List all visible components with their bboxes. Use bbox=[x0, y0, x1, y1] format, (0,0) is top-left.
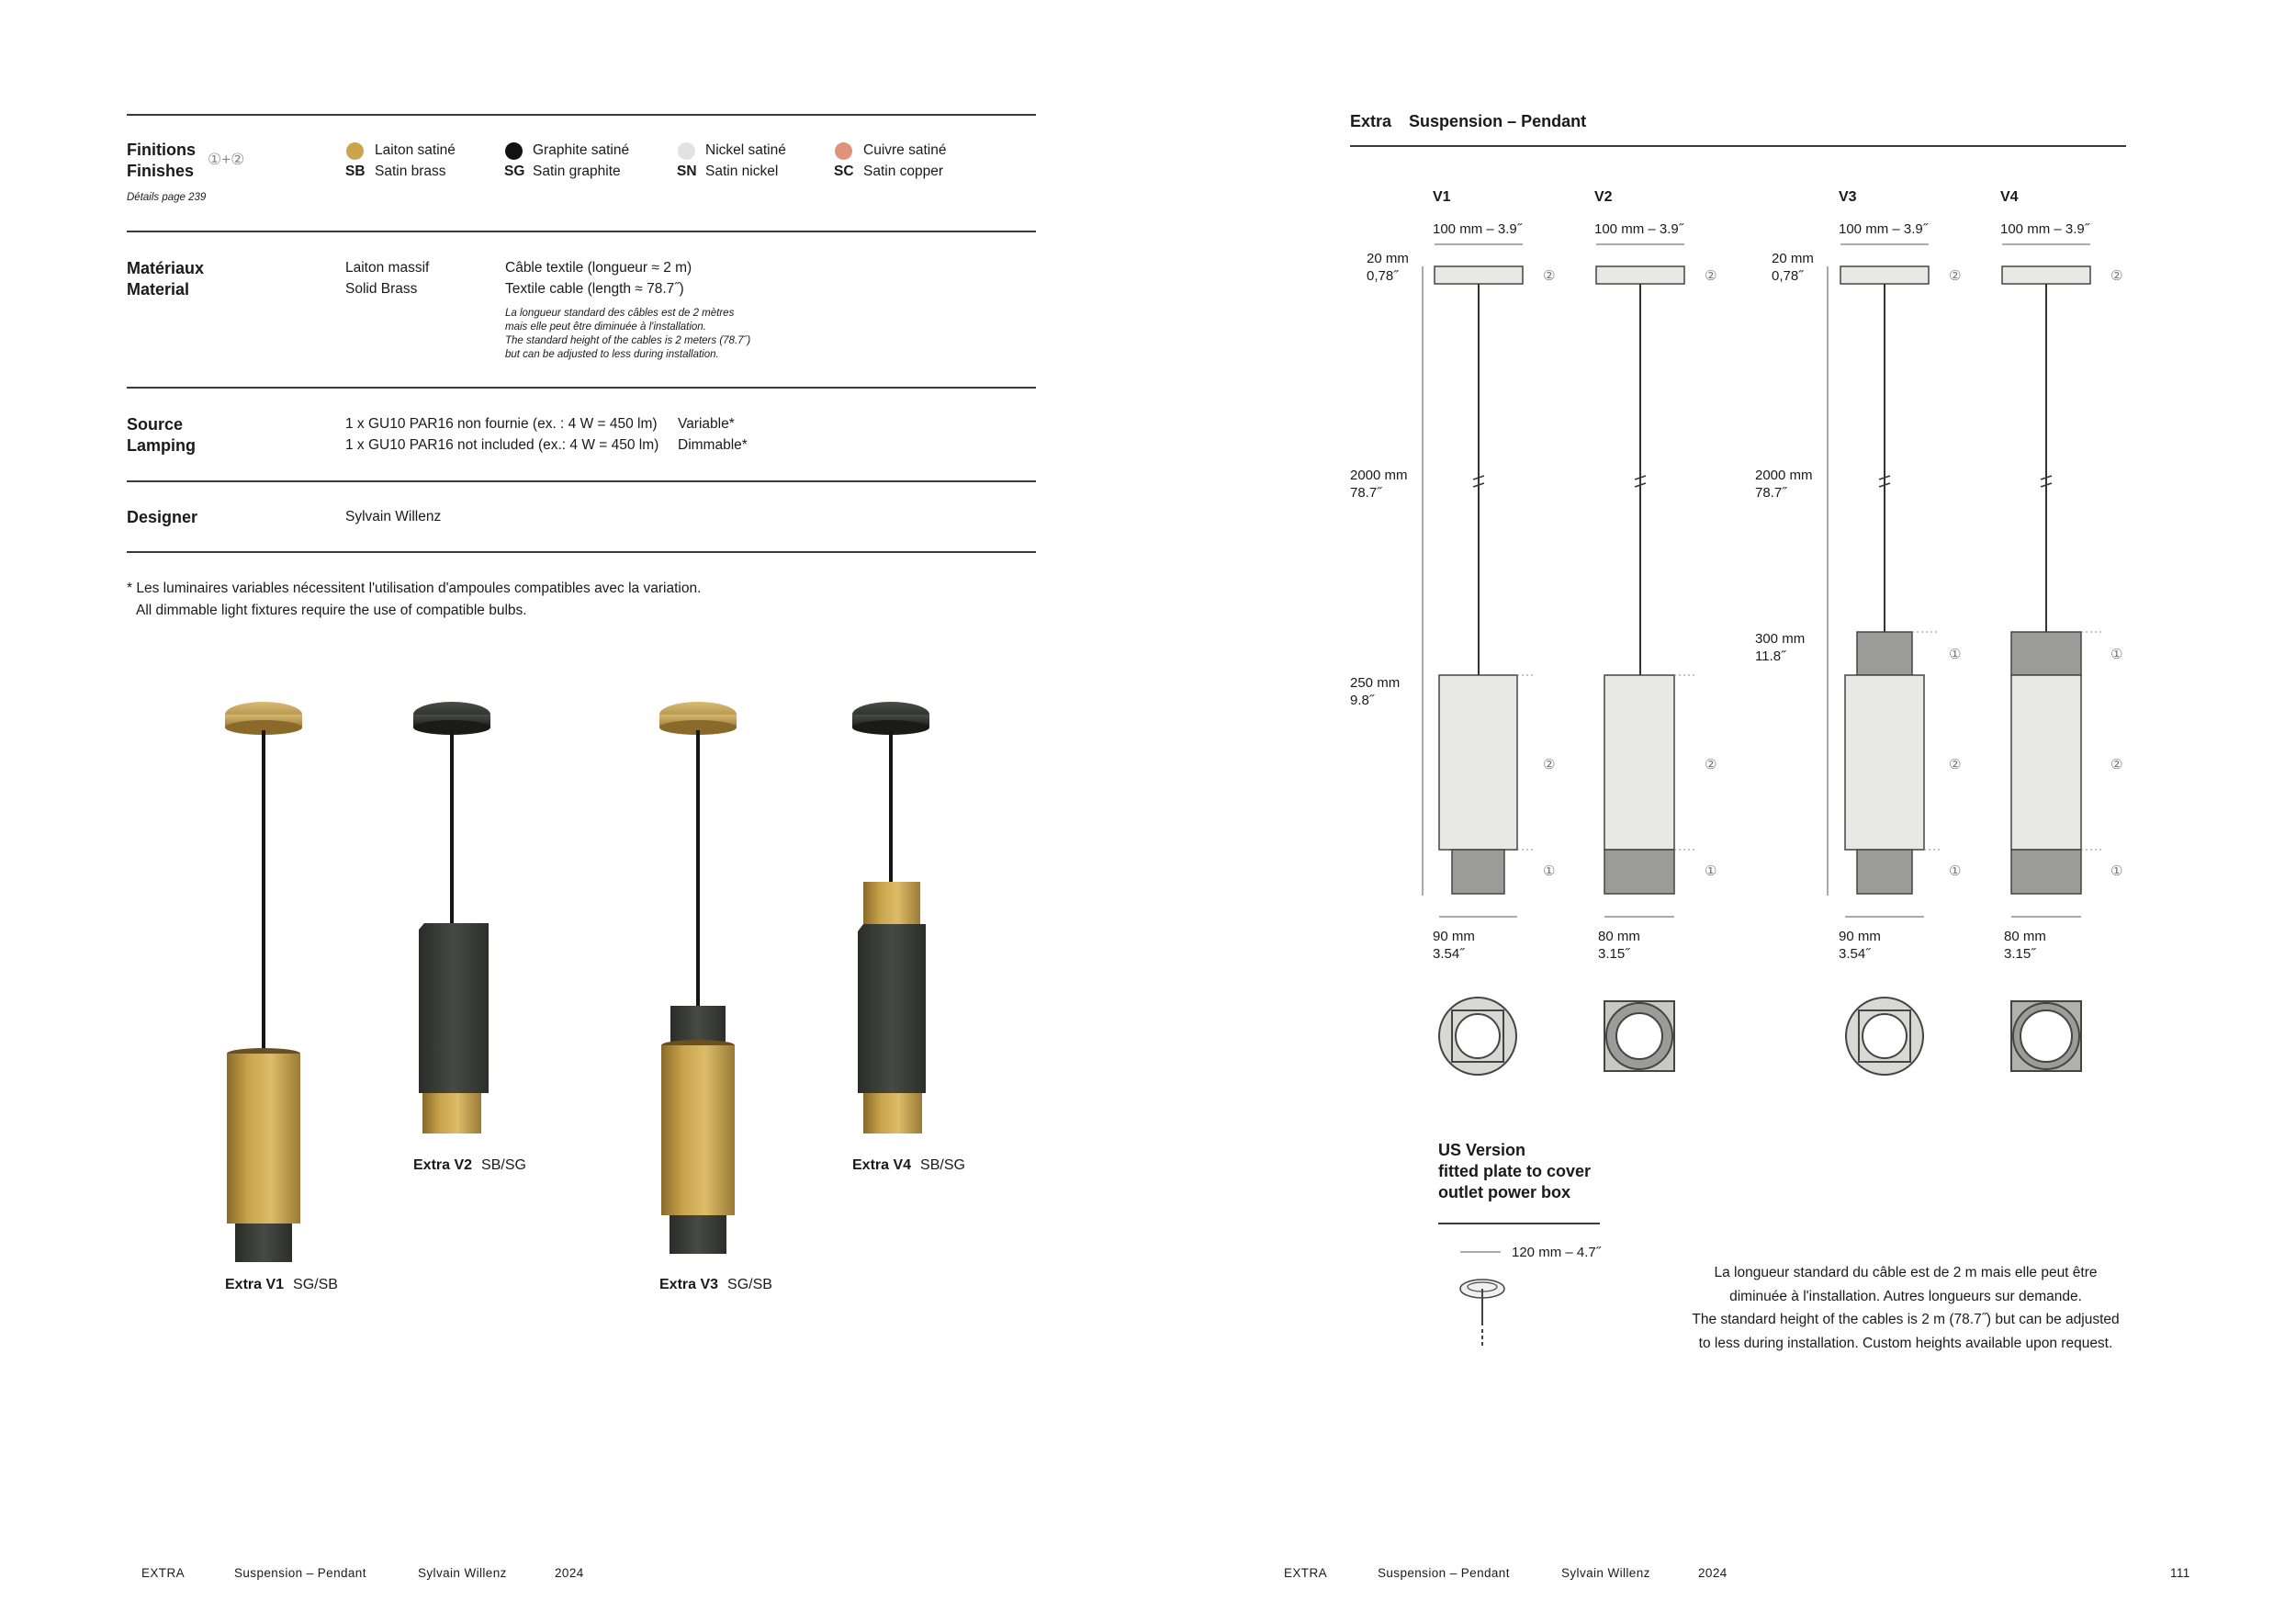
cable-note-l4: to less during installation. Custom heights available upon request. bbox=[1698, 1335, 2113, 1351]
marker-v3-body: ② bbox=[1949, 757, 1962, 773]
footer-left-designer: Sylvain Willenz bbox=[418, 1566, 507, 1580]
us-version-line1: US Version bbox=[1438, 1141, 1526, 1159]
canopy-h-in-left: 0,78˝ bbox=[1367, 268, 1399, 284]
diameter-mm-v4: 80 mm bbox=[2004, 929, 2046, 944]
caption-v4 bbox=[852, 1157, 965, 1174]
finish-code-4: SC bbox=[834, 164, 854, 179]
canopy-h-mm-right: 20 mm bbox=[1772, 251, 1814, 266]
footnote-fr: * Les luminaires variables nécessitent l'utilisation d'ampoules compatibles avec la variation. bbox=[127, 581, 702, 596]
diameter-in-v1: 3.54˝ bbox=[1433, 946, 1465, 962]
footer-right-brand: EXTRA bbox=[1284, 1566, 1328, 1580]
footer-right-type: Suspension – Pendant bbox=[1378, 1566, 1510, 1580]
footer-page-number: 111 bbox=[2170, 1566, 2190, 1580]
material-label-en: Material bbox=[127, 280, 190, 299]
material-note-2: mais elle peut être diminuée à l'installation. bbox=[505, 321, 706, 333]
source-var-en: Dimmable* bbox=[678, 437, 748, 453]
footer-right-designer: Sylvain Willenz bbox=[1561, 1566, 1650, 1580]
cable-note-l1: La longueur standard du câble est de 2 m mais elle peut être bbox=[1714, 1265, 2098, 1280]
canopy-width-v3: 100 mm – 3.9˝ bbox=[1839, 221, 1928, 237]
finishes-label-en: Finishes bbox=[127, 162, 195, 180]
us-plate-dim: 120 mm – 4.7˝ bbox=[1512, 1245, 1601, 1260]
top-in: 11.8˝ bbox=[1755, 648, 1786, 664]
finish-code-2: SG bbox=[504, 164, 525, 179]
render-extra-v4 bbox=[852, 702, 929, 1133]
material-cable-en: Textile cable (length ≈ 78.7˝) bbox=[505, 281, 684, 297]
marker-v4-body: ② bbox=[2110, 757, 2123, 773]
designer-label: Designer bbox=[127, 508, 198, 526]
finish-en-2: Satin graphite bbox=[533, 164, 621, 179]
drawing-label-v4: V4 bbox=[2000, 189, 2019, 205]
designer-name: Sylvain Willenz bbox=[345, 509, 442, 524]
marker-v4-top: ① bbox=[2110, 647, 2123, 662]
source-line-fr: 1 x GU10 PAR16 non fournie (ex. : 4 W = 450 lm) bbox=[345, 416, 658, 432]
marker-v2-bottom: ① bbox=[1705, 863, 1717, 879]
diameter-mm-v1: 90 mm bbox=[1433, 929, 1475, 944]
drawing-label-v1: V1 bbox=[1433, 189, 1451, 205]
canopy-h-mm-left: 20 mm bbox=[1367, 251, 1409, 266]
cable-note-l3: The standard height of the cables is 2 m (78.7˝) but can be adjusted bbox=[1692, 1312, 2120, 1327]
top-mm: 300 mm bbox=[1755, 631, 1806, 647]
cable-in-right: 78.7˝ bbox=[1755, 485, 1787, 501]
marker-v1-canopy: ② bbox=[1543, 268, 1556, 284]
us-version-line3: outlet power box bbox=[1438, 1183, 1570, 1201]
finishes-note: Détails page 239 bbox=[127, 192, 207, 203]
caption-v3 bbox=[659, 1277, 772, 1293]
source-label-en: Lamping bbox=[127, 436, 196, 455]
us-version-line2: fitted plate to cover bbox=[1438, 1162, 1592, 1180]
cable-mm-left: 2000 mm bbox=[1350, 468, 1408, 483]
caption-v3-name: Extra V3 bbox=[659, 1277, 719, 1292]
render-extra-v2 bbox=[413, 702, 490, 1133]
material-label-fr: Matériaux bbox=[127, 259, 205, 277]
marker-v4-canopy: ② bbox=[2110, 268, 2123, 284]
finish-code-3: SN bbox=[677, 164, 697, 179]
finish-fr-2: Graphite satiné bbox=[533, 142, 630, 158]
cable-note bbox=[1676, 1261, 2135, 1355]
cable-note-l2: diminuée à l'installation. Autres longueurs sur demande. bbox=[1729, 1288, 2082, 1304]
render-extra-v3 bbox=[659, 702, 737, 1254]
source-var-fr: Variable* bbox=[678, 416, 735, 432]
caption-v4-finish: SB/SG bbox=[920, 1157, 965, 1173]
marker-v3-bottom: ① bbox=[1949, 863, 1962, 879]
rule-us-version bbox=[1438, 1223, 1600, 1224]
diameter-in-v2: 3.15˝ bbox=[1598, 946, 1630, 962]
material-note-1: La longueur standard des câbles est de 2 mètres bbox=[505, 308, 735, 319]
material-cable-fr: Câble textile (longueur ≈ 2 m) bbox=[505, 260, 692, 276]
material-note-4: but can be adjusted to less during installation. bbox=[505, 349, 719, 360]
us-plate-drawing bbox=[1442, 1235, 1607, 1355]
material-body-en: Solid Brass bbox=[345, 281, 418, 297]
body-mm: 250 mm bbox=[1350, 675, 1401, 691]
material-note-3: The standard height of the cables is 2 meters (78.7˝) bbox=[505, 335, 751, 346]
caption-v2-finish: SB/SG bbox=[481, 1157, 526, 1173]
cable-in-left: 78.7˝ bbox=[1350, 485, 1382, 501]
drawing-label-v2: V2 bbox=[1594, 189, 1613, 205]
source-label-fr: Source bbox=[127, 415, 184, 434]
source-line-en: 1 x GU10 PAR16 not included (ex.: 4 W = 450 lm) bbox=[345, 437, 659, 453]
canopy-width-v2: 100 mm – 3.9˝ bbox=[1594, 221, 1683, 237]
diameter-mm-v3: 90 mm bbox=[1839, 929, 1881, 944]
diameter-mm-v2: 80 mm bbox=[1598, 929, 1640, 944]
right-header bbox=[1350, 112, 1586, 131]
canopy-h-in-right: 0,78˝ bbox=[1772, 268, 1804, 284]
right-header-title: Suspension – Pendant bbox=[1409, 112, 1587, 130]
finish-en-3: Satin nickel bbox=[705, 164, 779, 179]
marker-v4-bottom: ① bbox=[2110, 863, 2123, 879]
marker-v3-top: ① bbox=[1949, 647, 1962, 662]
caption-v1-finish: SG/SB bbox=[293, 1277, 338, 1292]
caption-v1 bbox=[225, 1277, 338, 1293]
footer-left-brand: EXTRA bbox=[141, 1566, 186, 1580]
finish-en-4: Satin copper bbox=[863, 164, 944, 179]
finish-fr-3: Nickel satiné bbox=[705, 142, 786, 158]
finish-fr-4: Cuivre satiné bbox=[863, 142, 947, 158]
caption-v2-name: Extra V2 bbox=[413, 1157, 473, 1173]
diameter-in-v3: 3.54˝ bbox=[1839, 946, 1871, 962]
footnote-en: All dimmable light fixtures require the use of compatible bulbs. bbox=[136, 603, 527, 618]
product-renders bbox=[0, 0, 1148, 1378]
marker-v3-canopy: ② bbox=[1949, 268, 1962, 284]
footer-left-type: Suspension – Pendant bbox=[234, 1566, 366, 1580]
render-extra-v1 bbox=[225, 702, 302, 1262]
caption-v1-name: Extra V1 bbox=[225, 1277, 285, 1292]
us-version bbox=[1438, 1140, 1591, 1203]
finish-code-1: SB bbox=[345, 164, 366, 179]
cable-mm-right: 2000 mm bbox=[1755, 468, 1813, 483]
diameter-in-v4: 3.15˝ bbox=[2004, 946, 2036, 962]
marker-v1-body: ② bbox=[1543, 757, 1556, 773]
canopy-width-v1: 100 mm – 3.9˝ bbox=[1433, 221, 1522, 237]
material-body-fr: Laiton massif bbox=[345, 260, 430, 276]
finish-en-1: Satin brass bbox=[375, 164, 446, 179]
finishes-label-fr: Finitions bbox=[127, 141, 196, 159]
marker-v2-canopy: ② bbox=[1705, 268, 1717, 284]
body-in: 9.8˝ bbox=[1350, 693, 1374, 708]
marker-v1-bottom: ① bbox=[1543, 863, 1556, 879]
finishes-marks: ①+② bbox=[208, 151, 245, 168]
footer-right-year: 2024 bbox=[1698, 1566, 1728, 1580]
footer-left-year: 2024 bbox=[555, 1566, 584, 1580]
finish-fr-1: Laiton satiné bbox=[375, 142, 456, 158]
caption-v3-finish: SG/SB bbox=[727, 1277, 772, 1292]
right-header-brand: Extra bbox=[1350, 112, 1392, 130]
caption-v4-name: Extra V4 bbox=[852, 1157, 912, 1173]
technical-drawings bbox=[1332, 175, 2158, 1102]
rule-right-header bbox=[1350, 145, 2126, 147]
caption-v2 bbox=[413, 1157, 526, 1174]
marker-v2-body: ② bbox=[1705, 757, 1717, 773]
canopy-width-v4: 100 mm – 3.9˝ bbox=[2000, 221, 2089, 237]
drawing-label-v3: V3 bbox=[1839, 189, 1857, 205]
